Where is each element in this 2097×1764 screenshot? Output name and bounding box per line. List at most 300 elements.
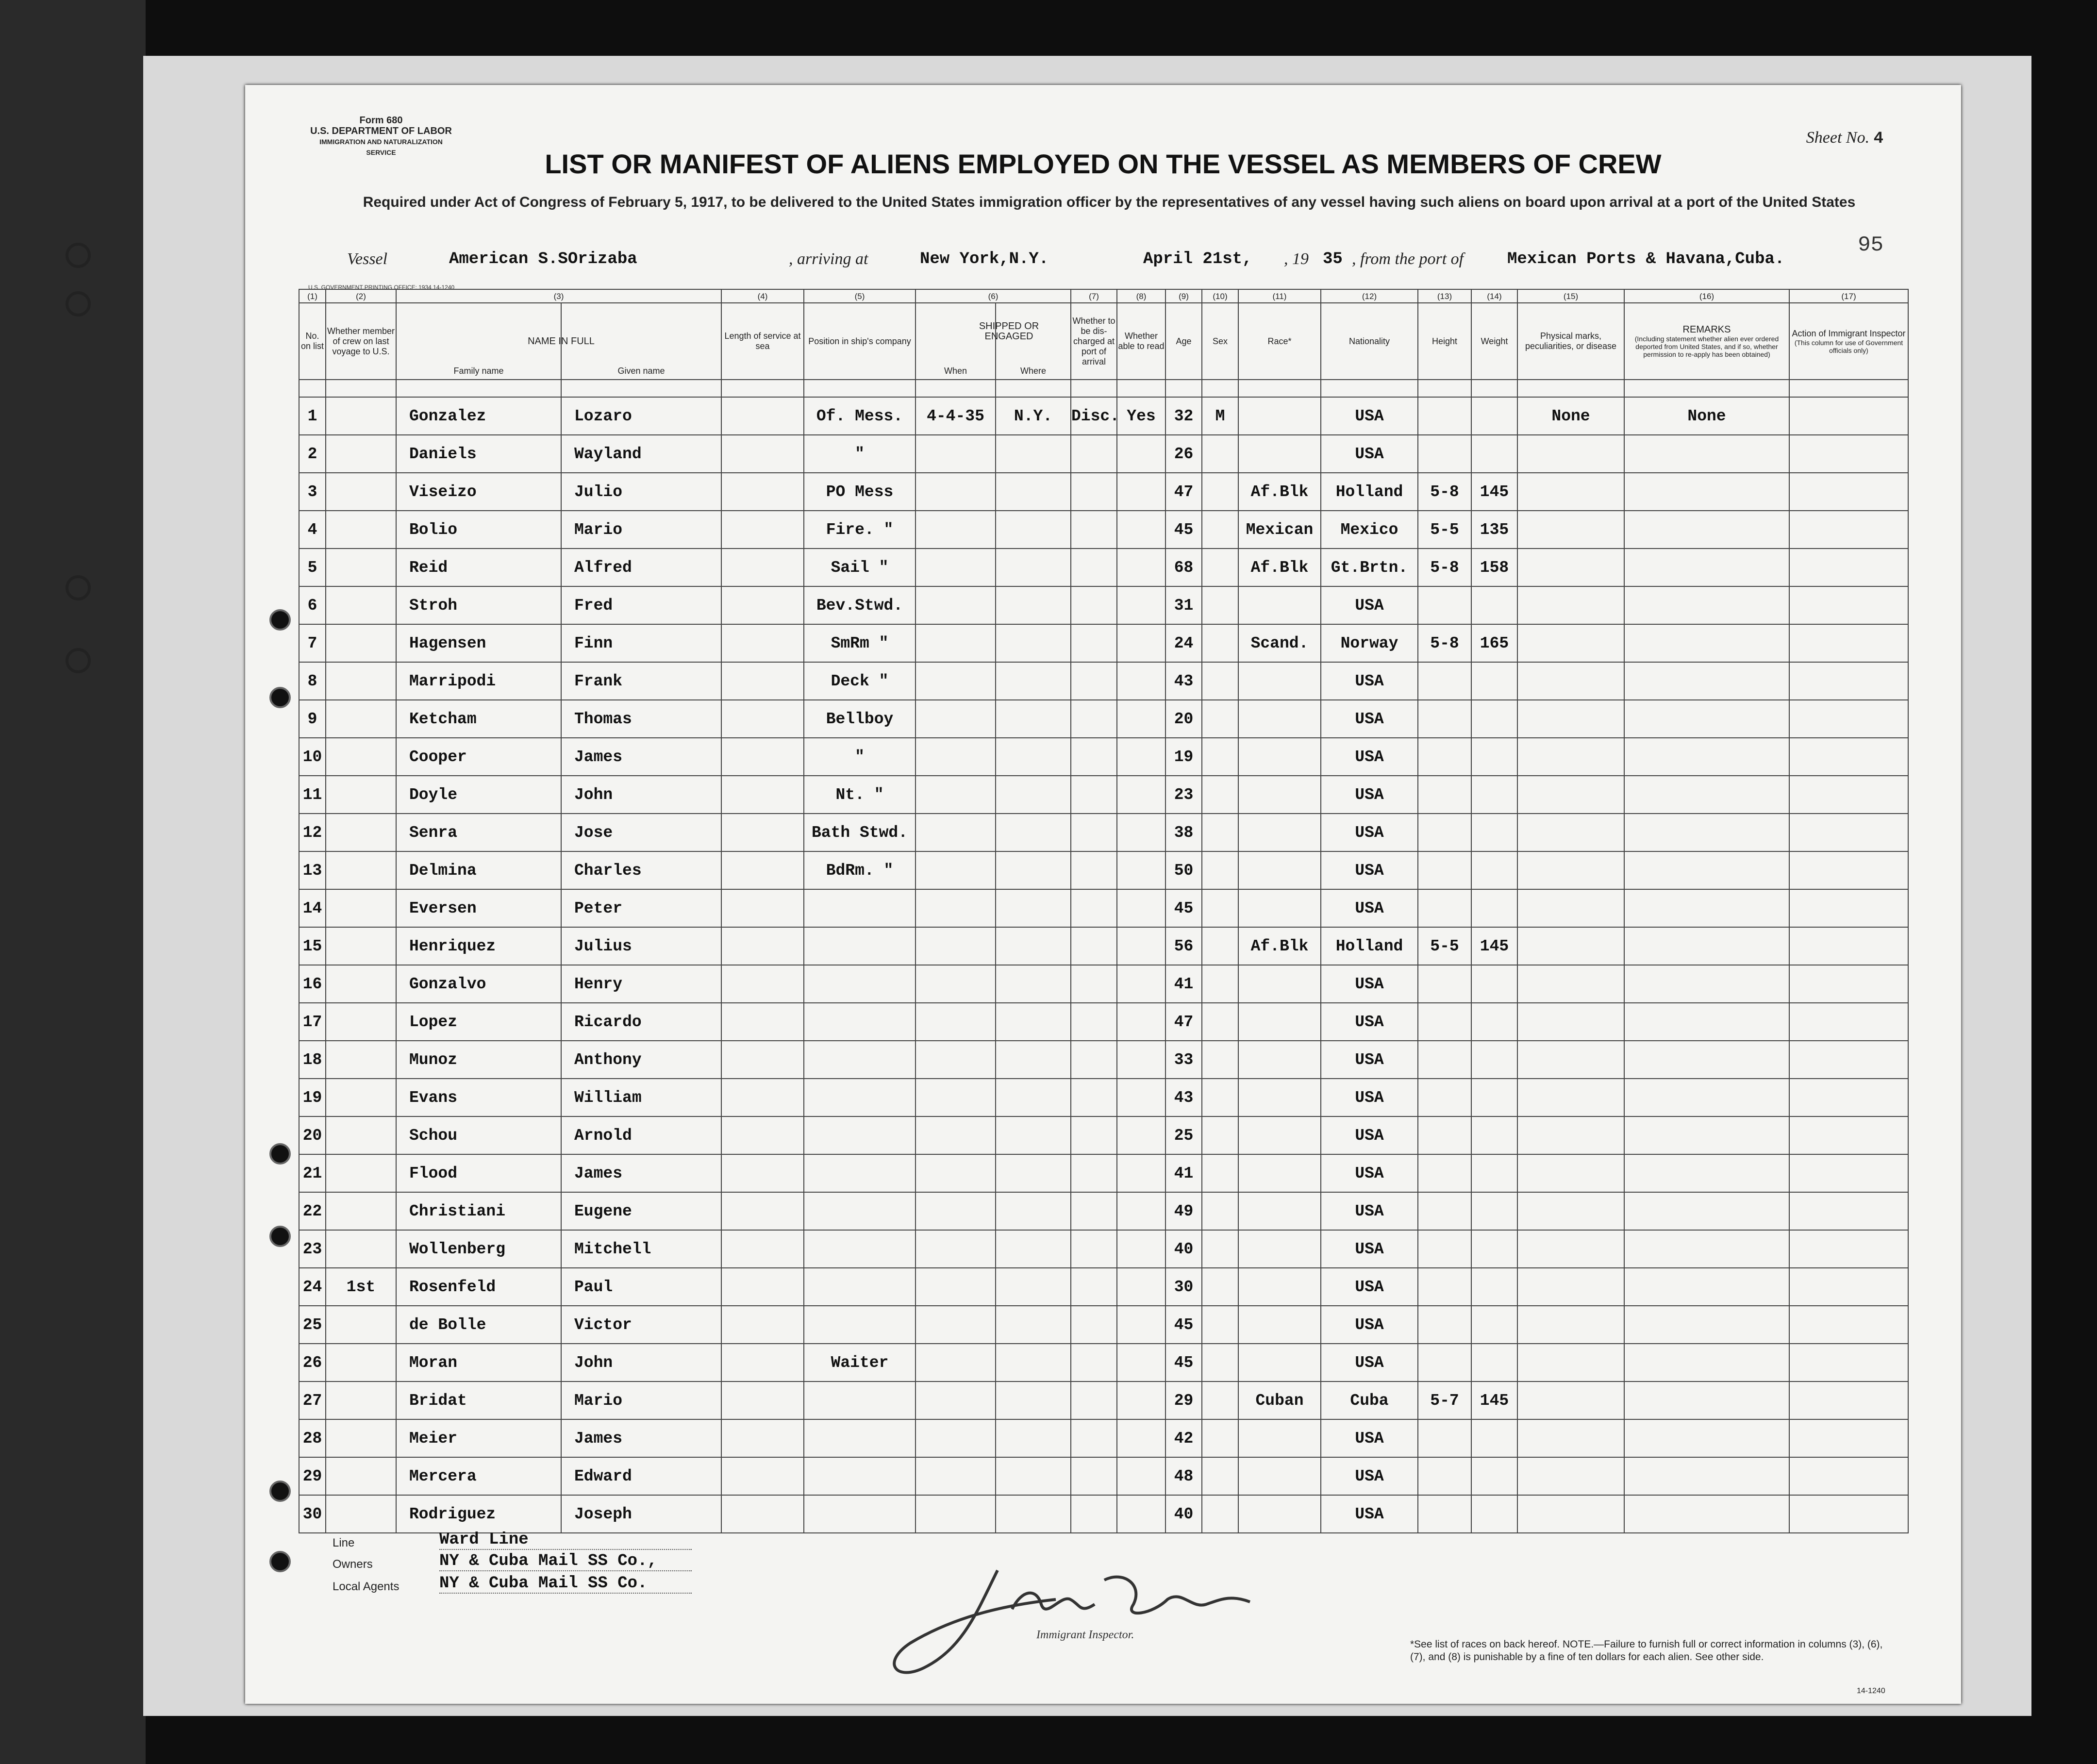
column-number-row	[299, 289, 1908, 303]
height-cell	[1418, 1003, 1471, 1041]
able-to-read-cell	[1117, 814, 1165, 851]
weight-cell: 165	[1471, 624, 1517, 662]
nationality-cell: Mexico	[1321, 511, 1418, 549]
department-name: U.S. DEPARTMENT OF LABOR	[310, 126, 452, 136]
race-cell	[1238, 1457, 1321, 1495]
able-to-read-cell	[1117, 1457, 1165, 1495]
able-to-read-cell	[1117, 1381, 1165, 1419]
able-to-read-cell	[1117, 1344, 1165, 1381]
header-action-sub: (This column for use of Government officials only)	[1794, 338, 1903, 354]
length-of-service-cell	[721, 1192, 804, 1230]
shipped-where-cell	[996, 473, 1071, 511]
line-value: Ward Line	[439, 1531, 692, 1550]
able-to-read-cell	[1117, 1154, 1165, 1192]
height-cell: 5-5	[1418, 511, 1471, 549]
physical-marks-cell	[1517, 814, 1624, 851]
inspector-action-cell	[1789, 1116, 1908, 1154]
prev-voyage-cell	[326, 1003, 396, 1041]
sex-cell	[1202, 1344, 1238, 1381]
age-cell: 45	[1165, 1306, 1202, 1344]
discharged-cell	[1071, 738, 1117, 776]
discharged-cell	[1071, 1495, 1117, 1533]
position-cell: Bellboy	[804, 700, 915, 738]
prev-voyage-cell	[326, 1116, 396, 1154]
family-name-cell: Viseizo	[396, 473, 561, 511]
colnum: (16)	[1624, 289, 1789, 303]
family-name-cell: Munoz	[396, 1041, 561, 1079]
age-cell: 19	[1165, 738, 1202, 776]
family-name-cell: Flood	[396, 1154, 561, 1192]
position-cell: Bev.Stwd.	[804, 586, 915, 624]
remarks-cell	[1624, 927, 1789, 965]
physical-marks-cell	[1517, 1079, 1624, 1116]
row-number-cell: 4	[299, 511, 326, 549]
header-remarks-label: REMARKS	[1682, 324, 1731, 335]
nationality-cell: USA	[1321, 1192, 1418, 1230]
row-number-cell: 6	[299, 586, 326, 624]
family-name-cell: Gonzalez	[396, 397, 561, 435]
age-cell: 40	[1165, 1230, 1202, 1268]
inspector-action-cell	[1789, 927, 1908, 965]
inspector-action-cell	[1789, 624, 1908, 662]
shipped-where-cell	[996, 1079, 1071, 1116]
given-name-cell: Edward	[561, 1457, 721, 1495]
owners-value: NY & Cuba Mail SS Co.,	[439, 1552, 692, 1571]
family-name-cell: Schou	[396, 1116, 561, 1154]
header-height: Height	[1418, 303, 1471, 380]
weight-cell	[1471, 851, 1517, 889]
age-cell: 49	[1165, 1192, 1202, 1230]
position-cell: Bath Stwd.	[804, 814, 915, 851]
position-cell	[804, 1041, 915, 1079]
position-cell: Nt. "	[804, 776, 915, 814]
sex-cell	[1202, 700, 1238, 738]
table-row	[299, 1268, 1908, 1306]
year-value: 35	[1323, 250, 1343, 268]
prev-voyage-cell	[326, 1079, 396, 1116]
prev-voyage-cell	[326, 624, 396, 662]
sex-cell	[1202, 965, 1238, 1003]
shipped-where-cell	[996, 1457, 1071, 1495]
line-label: Line	[333, 1536, 355, 1549]
race-cell: Af.Blk	[1238, 473, 1321, 511]
weight-cell	[1471, 1495, 1517, 1533]
colnum: (13)	[1418, 289, 1471, 303]
family-name-cell: Rosenfeld	[396, 1268, 561, 1306]
sex-cell	[1202, 776, 1238, 814]
colnum: (15)	[1517, 289, 1624, 303]
table-row	[299, 965, 1908, 1003]
discharged-cell	[1071, 1079, 1117, 1116]
age-cell: 56	[1165, 927, 1202, 965]
colnum: (5)	[804, 289, 915, 303]
physical-marks-cell	[1517, 700, 1624, 738]
shipped-when-cell	[915, 1344, 996, 1381]
physical-marks-cell	[1517, 1192, 1624, 1230]
shipped-when-cell	[915, 662, 996, 700]
position-cell: Fire. "	[804, 511, 915, 549]
position-cell	[804, 1192, 915, 1230]
inspector-action-cell	[1789, 814, 1908, 851]
family-name-cell: Delmina	[396, 851, 561, 889]
race-cell	[1238, 1079, 1321, 1116]
height-cell	[1418, 586, 1471, 624]
physical-marks-cell	[1517, 1154, 1624, 1192]
race-cell	[1238, 1306, 1321, 1344]
remarks-cell	[1624, 1003, 1789, 1041]
table-row	[299, 1154, 1908, 1192]
shipped-where-cell	[996, 1344, 1071, 1381]
age-cell: 43	[1165, 662, 1202, 700]
sex-cell	[1202, 1041, 1238, 1079]
inspector-action-cell	[1789, 1041, 1908, 1079]
inspector-signature	[852, 1541, 1289, 1697]
physical-marks-cell	[1517, 1457, 1624, 1495]
inspector-action-cell	[1789, 586, 1908, 624]
shipped-where-cell: N.Y.	[996, 397, 1071, 435]
age-cell: 42	[1165, 1419, 1202, 1457]
family-name-cell: Henriquez	[396, 927, 561, 965]
nationality-cell: USA	[1321, 1495, 1418, 1533]
age-cell: 48	[1165, 1457, 1202, 1495]
prev-voyage-cell	[326, 549, 396, 586]
table-row	[299, 1457, 1908, 1495]
punch-hole	[269, 1143, 291, 1165]
colnum: (11)	[1238, 289, 1321, 303]
punch-hole	[269, 1481, 291, 1502]
discharged-cell	[1071, 586, 1117, 624]
physical-marks-cell	[1517, 1495, 1624, 1533]
row-number-cell: 24	[299, 1268, 326, 1306]
position-cell	[804, 1457, 915, 1495]
prev-voyage-cell	[326, 511, 396, 549]
prev-voyage-cell	[326, 1495, 396, 1533]
weight-cell	[1471, 814, 1517, 851]
sex-cell	[1202, 1192, 1238, 1230]
binder-hole	[66, 575, 91, 600]
nationality-cell: USA	[1321, 435, 1418, 473]
shipped-where-cell	[996, 851, 1071, 889]
given-name-cell: John	[561, 776, 721, 814]
length-of-service-cell	[721, 397, 804, 435]
row-number-cell: 29	[299, 1457, 326, 1495]
given-name-cell: James	[561, 1419, 721, 1457]
able-to-read-cell	[1117, 851, 1165, 889]
row-number-cell: 30	[299, 1495, 326, 1533]
length-of-service-cell	[721, 1268, 804, 1306]
age-cell: 41	[1165, 965, 1202, 1003]
age-cell: 45	[1165, 889, 1202, 927]
table-row	[299, 1306, 1908, 1344]
inspector-action-cell	[1789, 662, 1908, 700]
length-of-service-cell	[721, 435, 804, 473]
able-to-read-cell	[1117, 549, 1165, 586]
age-cell: 24	[1165, 624, 1202, 662]
age-cell: 26	[1165, 435, 1202, 473]
height-cell	[1418, 662, 1471, 700]
sex-cell	[1202, 1079, 1238, 1116]
shipped-when-cell	[915, 511, 996, 549]
inspector-action-cell	[1789, 1419, 1908, 1457]
inspector-action-cell	[1789, 776, 1908, 814]
family-name-cell: Marripodi	[396, 662, 561, 700]
given-name-cell: Charles	[561, 851, 721, 889]
able-to-read-cell	[1117, 700, 1165, 738]
physical-marks-cell	[1517, 1116, 1624, 1154]
height-cell	[1418, 1116, 1471, 1154]
length-of-service-cell	[721, 889, 804, 927]
sex-cell	[1202, 927, 1238, 965]
colnum: (6)	[915, 289, 1071, 303]
physical-marks-cell	[1517, 738, 1624, 776]
given-name-cell: Thomas	[561, 700, 721, 738]
given-name-cell: Anthony	[561, 1041, 721, 1079]
header-position: Position in ship's company	[804, 303, 915, 380]
row-number-cell: 16	[299, 965, 326, 1003]
shipped-when-cell	[915, 1419, 996, 1457]
race-cell	[1238, 776, 1321, 814]
family-name-cell: Mercera	[396, 1457, 561, 1495]
colnum: (9)	[1165, 289, 1202, 303]
discharged-cell	[1071, 700, 1117, 738]
table-row	[299, 1192, 1908, 1230]
shipped-where-cell	[996, 927, 1071, 965]
shipped-when-cell	[915, 473, 996, 511]
race-cell	[1238, 1041, 1321, 1079]
height-cell: 5-8	[1418, 473, 1471, 511]
given-name-cell: Eugene	[561, 1192, 721, 1230]
table-row	[299, 1041, 1908, 1079]
colnum: (3)	[396, 289, 721, 303]
length-of-service-cell	[721, 700, 804, 738]
sheet-number-value: 4	[1873, 130, 1883, 148]
prev-voyage-cell	[326, 700, 396, 738]
length-of-service-cell	[721, 586, 804, 624]
age-cell: 23	[1165, 776, 1202, 814]
height-cell	[1418, 435, 1471, 473]
colnum: (12)	[1321, 289, 1418, 303]
physical-marks-cell	[1517, 1041, 1624, 1079]
length-of-service-cell	[721, 511, 804, 549]
colnum: (7)	[1071, 289, 1117, 303]
nationality-cell: USA	[1321, 1306, 1418, 1344]
prev-voyage-cell	[326, 1419, 396, 1457]
nationality-cell: Norway	[1321, 624, 1418, 662]
weight-cell	[1471, 889, 1517, 927]
table-row	[299, 851, 1908, 889]
given-name-cell: Finn	[561, 624, 721, 662]
position-cell	[804, 1268, 915, 1306]
height-cell: 5-8	[1418, 624, 1471, 662]
prev-voyage-cell	[326, 965, 396, 1003]
position-cell	[804, 1154, 915, 1192]
discharged-cell	[1071, 624, 1117, 662]
prev-voyage-cell	[326, 1457, 396, 1495]
weight-cell	[1471, 700, 1517, 738]
race-cell	[1238, 1419, 1321, 1457]
physical-marks-cell	[1517, 624, 1624, 662]
shipped-where-cell	[996, 1419, 1071, 1457]
sex-cell	[1202, 1003, 1238, 1041]
row-number-cell: 18	[299, 1041, 326, 1079]
inspector-action-cell	[1789, 1154, 1908, 1192]
physical-marks-cell	[1517, 776, 1624, 814]
height-cell	[1418, 700, 1471, 738]
height-cell: 5-8	[1418, 549, 1471, 586]
able-to-read-cell	[1117, 624, 1165, 662]
prev-voyage-cell	[326, 1344, 396, 1381]
prev-voyage-cell	[326, 927, 396, 965]
position-cell	[804, 1381, 915, 1419]
shipped-when-cell	[915, 851, 996, 889]
length-of-service-cell	[721, 1116, 804, 1154]
position-cell	[804, 1306, 915, 1344]
remarks-cell	[1624, 1041, 1789, 1079]
height-cell	[1418, 397, 1471, 435]
shipped-where-cell	[996, 1192, 1071, 1230]
physical-marks-cell	[1517, 473, 1624, 511]
discharged-cell	[1071, 473, 1117, 511]
agents-value: NY & Cuba Mail SS Co.	[439, 1574, 692, 1594]
shipped-where-cell	[996, 1154, 1071, 1192]
length-of-service-cell	[721, 1154, 804, 1192]
column-header-row	[299, 303, 1908, 380]
remarks-cell	[1624, 662, 1789, 700]
age-cell: 38	[1165, 814, 1202, 851]
nationality-cell: USA	[1321, 776, 1418, 814]
prev-voyage-cell	[326, 776, 396, 814]
table-row	[299, 776, 1908, 814]
length-of-service-cell	[721, 851, 804, 889]
prev-voyage-cell	[326, 662, 396, 700]
sex-cell	[1202, 435, 1238, 473]
able-to-read-cell	[1117, 473, 1165, 511]
discharged-cell	[1071, 511, 1117, 549]
race-cell	[1238, 1154, 1321, 1192]
prev-voyage-cell	[326, 1230, 396, 1268]
race-cell	[1238, 1003, 1321, 1041]
given-name-cell: Mario	[561, 1381, 721, 1419]
inspector-action-cell	[1789, 435, 1908, 473]
shipped-when-cell	[915, 1116, 996, 1154]
given-name-cell: Wayland	[561, 435, 721, 473]
header-when-label: When	[944, 366, 967, 376]
remarks-cell	[1624, 1495, 1789, 1533]
header-where: Where	[996, 303, 1071, 380]
remarks-cell	[1624, 1457, 1789, 1495]
discharged-cell	[1071, 1192, 1117, 1230]
inspector-action-cell	[1789, 1381, 1908, 1419]
table-row	[299, 473, 1908, 511]
shipped-where-cell	[996, 1116, 1071, 1154]
position-cell: "	[804, 738, 915, 776]
table-row	[299, 1116, 1908, 1154]
inspector-action-cell	[1789, 473, 1908, 511]
nationality-cell: USA	[1321, 1230, 1418, 1268]
able-to-read-cell	[1117, 738, 1165, 776]
physical-marks-cell	[1517, 1003, 1624, 1041]
shipped-where-cell	[996, 435, 1071, 473]
vessel-label: Vessel	[347, 250, 388, 268]
nationality-cell: USA	[1321, 1419, 1418, 1457]
family-name-cell: Cooper	[396, 738, 561, 776]
shipped-when-cell	[915, 1457, 996, 1495]
height-cell: 5-5	[1418, 927, 1471, 965]
given-name-cell: Paul	[561, 1268, 721, 1306]
row-number-cell: 11	[299, 776, 326, 814]
sex-cell	[1202, 1457, 1238, 1495]
race-cell	[1238, 1116, 1321, 1154]
age-cell: 33	[1165, 1041, 1202, 1079]
race-cell	[1238, 397, 1321, 435]
remarks-cell	[1624, 1079, 1789, 1116]
family-name-cell: Stroh	[396, 586, 561, 624]
shipped-when-cell	[915, 1306, 996, 1344]
table-row	[299, 549, 1908, 586]
nationality-cell: USA	[1321, 1344, 1418, 1381]
age-cell: 41	[1165, 1154, 1202, 1192]
shipped-when-cell: 4-4-35	[915, 397, 996, 435]
table-row	[299, 1419, 1908, 1457]
race-cell	[1238, 700, 1321, 738]
race-cell	[1238, 738, 1321, 776]
length-of-service-cell	[721, 1079, 804, 1116]
family-name-cell: Gonzalvo	[396, 965, 561, 1003]
discharged-cell	[1071, 1041, 1117, 1079]
position-cell: Of. Mess.	[804, 397, 915, 435]
weight-cell	[1471, 776, 1517, 814]
inspector-action-cell	[1789, 965, 1908, 1003]
inspector-action-cell	[1789, 1079, 1908, 1116]
position-cell	[804, 927, 915, 965]
table-row	[299, 814, 1908, 851]
length-of-service-cell	[721, 1041, 804, 1079]
length-of-service-cell	[721, 927, 804, 965]
row-number-cell: 8	[299, 662, 326, 700]
weight-cell	[1471, 1041, 1517, 1079]
family-name-cell: Doyle	[396, 776, 561, 814]
length-of-service-cell	[721, 1003, 804, 1041]
physical-marks-cell	[1517, 662, 1624, 700]
age-cell: 32	[1165, 397, 1202, 435]
row-number-cell: 27	[299, 1381, 326, 1419]
table-row	[299, 700, 1908, 738]
discharged-cell	[1071, 662, 1117, 700]
page-subtitle: Required under Act of Congress of February 5, 1917, to be delivered to the United States immigration officer by the representatives of any vessel having such aliens on board upon arrival at a port of the United States	[363, 194, 1856, 210]
discharged-cell	[1071, 1306, 1117, 1344]
weight-cell	[1471, 1457, 1517, 1495]
row-number-cell: 2	[299, 435, 326, 473]
physical-marks-cell	[1517, 1230, 1624, 1268]
shipped-when-cell	[915, 1495, 996, 1533]
length-of-service-cell	[721, 662, 804, 700]
race-cell: Af.Blk	[1238, 549, 1321, 586]
header-prev-voyage: Whether member of crew on last voyage to U.S.	[326, 303, 396, 380]
weight-cell	[1471, 662, 1517, 700]
given-name-cell: James	[561, 738, 721, 776]
position-cell	[804, 965, 915, 1003]
row-number-cell: 23	[299, 1230, 326, 1268]
inspector-action-cell	[1789, 1268, 1908, 1306]
shipped-when-cell	[915, 624, 996, 662]
punch-hole	[269, 1551, 291, 1572]
discharged-cell	[1071, 927, 1117, 965]
length-of-service-cell	[721, 1381, 804, 1419]
manifest-sheet	[245, 85, 1961, 1704]
able-to-read-cell	[1117, 586, 1165, 624]
colnum: (10)	[1202, 289, 1238, 303]
weight-cell	[1471, 586, 1517, 624]
